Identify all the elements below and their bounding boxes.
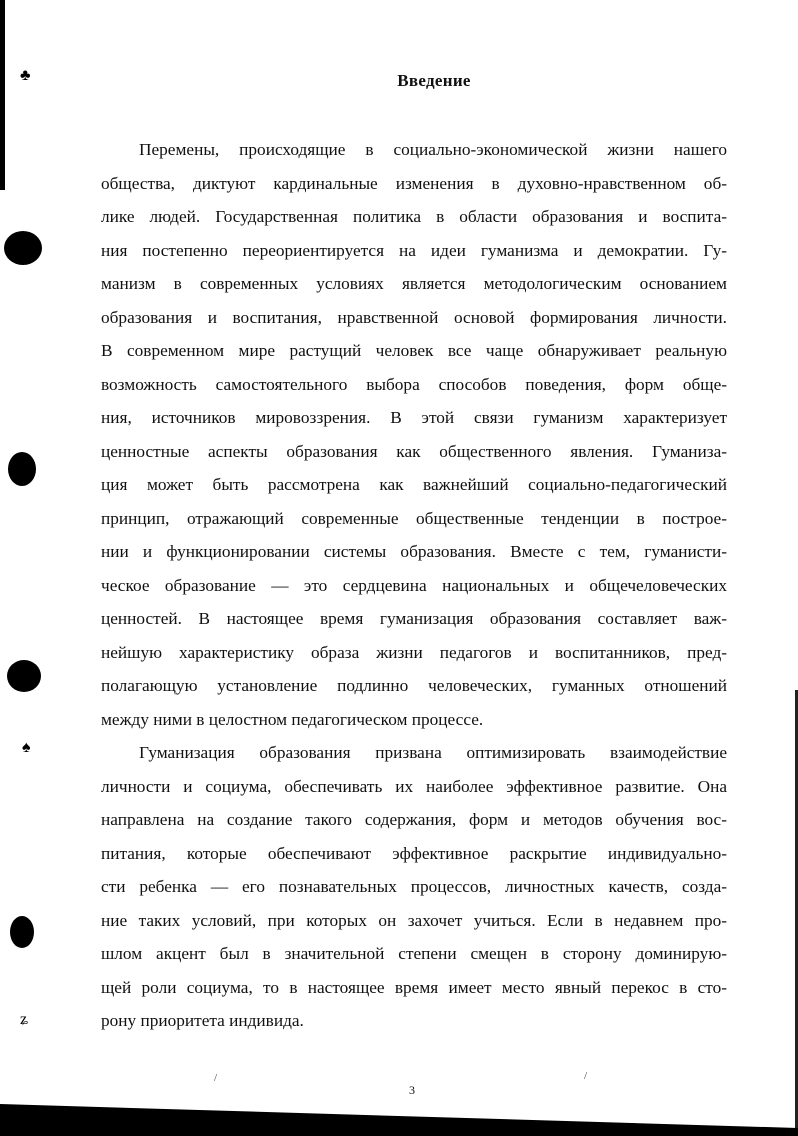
- binder-hole: [10, 916, 34, 948]
- paragraph-1: [101, 133, 727, 736]
- text-line: сти ребенка — его познавательных процессов, личностных качеств, созда-: [101, 877, 727, 896]
- text-line: возможность самостоятельного выбора способов поведения, форм обще-: [101, 374, 727, 394]
- document-body: [101, 133, 727, 1038]
- text-line: ценностей. В настоящее время гуманизация образования составляет важ-: [101, 609, 727, 628]
- scan-speck: ♠: [22, 739, 31, 756]
- binder-hole: [7, 660, 41, 692]
- scan-speck: /: [584, 1070, 588, 1082]
- text-line: рону приоритета индивида.: [101, 1011, 304, 1030]
- text-line: шлом акцент был в значительной степени смещен в сторону доминирую-: [101, 944, 727, 963]
- text-line: ния постепенно переориентируется на идеи гуманизма и демократии. Гу-: [101, 240, 727, 260]
- text-line: питания, которые обеспечивают эффективное раскрытие индивидуально-: [101, 843, 727, 863]
- text-line: манизм в современных условиях является методологическим основанием: [101, 274, 727, 293]
- text-line: нейшую характеристику образа жизни педагогов и воспитанников, пред-: [101, 642, 727, 662]
- text-line: ценностные аспекты образования как общественного явления. Гуманиза-: [101, 441, 727, 461]
- text-line: между ними в целостном педагогическом процессе.: [101, 709, 484, 729]
- binder-hole: [8, 452, 36, 486]
- text-line: щей роли социума, то в настоящее время имеет место явный перекос в сто-: [101, 977, 727, 997]
- text-line: направлена на создание такого содержания, форм и методов обучения вос-: [101, 810, 727, 829]
- scan-speck: ʑ: [20, 1011, 28, 1028]
- text-line: ческое образование — это сердцевина национальных и общечеловеческих: [101, 575, 727, 595]
- text-line: образования и воспитания, нравственной основой формирования личности.: [101, 307, 727, 327]
- binder-hole: [4, 231, 42, 265]
- text-line: нии и функционировании системы образования. Вместе с тем, гуманисти-: [101, 542, 727, 561]
- text-line: принцип, отражающий современные общественные тенденции в построе-: [101, 508, 727, 528]
- text-line: лике людей. Государственная политика в области образования и воспита-: [101, 207, 727, 226]
- scan-speck: /: [214, 1072, 218, 1084]
- text-line: ния, источников мировоззрения. В этой связи гуманизм характеризует: [101, 408, 727, 427]
- page-title: Введение: [397, 71, 471, 90]
- text-line: общества, диктуют кардинальные изменения в духовно-нравственном об-: [101, 173, 727, 193]
- text-line: Перемены, происходящие в социально-экономической жизни нашего: [139, 140, 727, 159]
- text-line: ние таких условий, при которых он захочет учиться. Если в недавнем про-: [101, 910, 727, 930]
- text-line: ция может быть рассмотрена как важнейший социально-педагогический: [101, 475, 727, 494]
- scan-speck: ♣: [20, 67, 31, 84]
- text-line: личности и социума, обеспечивать их наиболее эффективное развитие. Она: [101, 776, 727, 796]
- paragraph-2: [101, 736, 727, 1038]
- text-line: Гуманизация образования призвана оптимизировать взаимодействие: [139, 743, 727, 762]
- text-line: В современном мире растущий человек все чаще обнаруживает реальную: [101, 341, 727, 360]
- text-line: полагающую установление подлинно человеческих, гуманных отношений: [101, 676, 727, 695]
- page-number: 3: [409, 1083, 415, 1097]
